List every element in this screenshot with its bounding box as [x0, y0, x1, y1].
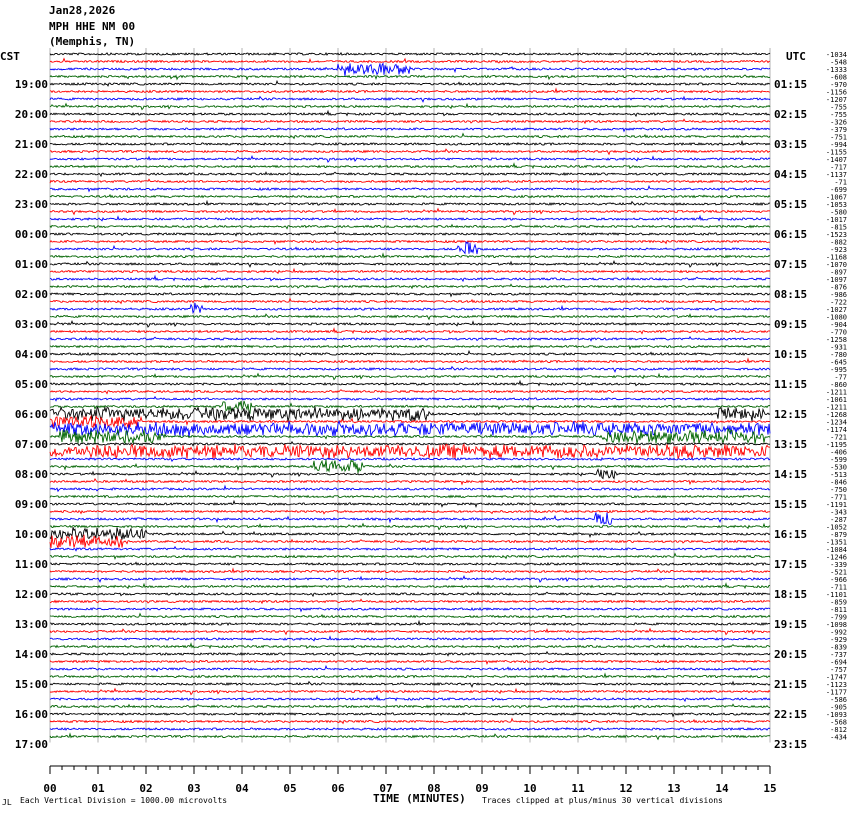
trace-offset-86: -586: [830, 696, 847, 704]
chart-date: Jan28,2026: [49, 4, 116, 17]
trace-offset-47: -1211: [825, 403, 847, 412]
trace-offset-40: -780: [830, 351, 847, 359]
trace-offset-6: -1207: [825, 96, 847, 104]
trace-offset-59: -771: [830, 493, 847, 502]
trace-offset-4: -970: [830, 81, 847, 89]
left-timezone-label: CST: [0, 50, 20, 63]
trace-offset-67: -1246: [825, 553, 847, 562]
trace-offset-71: -711: [830, 583, 847, 592]
trace-offset-34: -1027: [825, 306, 847, 314]
trace-offset-63: -1052: [825, 523, 847, 532]
right-hour-label: 06:15: [774, 228, 808, 241]
trace-39: [50, 346, 770, 349]
trace-offset-17: -71: [834, 178, 847, 187]
trace-45: [50, 390, 770, 394]
trace-6: [50, 97, 770, 102]
right-hour-label: 13:15: [774, 438, 808, 451]
x-tick-label: 13: [667, 782, 681, 795]
trace-32: [50, 293, 770, 296]
trace-1: [50, 59, 770, 63]
trace-46: [50, 397, 770, 401]
right-hour-label: 10:15: [774, 348, 808, 361]
trace-82: [50, 666, 770, 671]
left-hour-label: 07:00: [14, 438, 48, 451]
x-tick-label: 10: [523, 782, 537, 795]
trace-81: [50, 661, 770, 664]
trace-offset-90: -812: [830, 726, 847, 734]
trace-offset-84: -1123: [825, 681, 847, 689]
x-axis-title: TIME (MINUTES): [373, 792, 466, 805]
trace-71: [50, 584, 770, 589]
trace-offset-79: -839: [830, 643, 847, 652]
right-timezone-label: UTC: [786, 50, 806, 63]
trace-offset-60: -1191: [825, 501, 847, 509]
trace-offset-74: -811: [830, 606, 847, 614]
trace-offset-83: -1747: [825, 673, 847, 682]
trace-offset-35: -1080: [825, 313, 847, 322]
trace-offset-80: -737: [830, 651, 847, 659]
trace-offset-65: -1351: [825, 538, 847, 547]
trace-64: [50, 527, 770, 540]
trace-85: [50, 689, 770, 695]
station-code: MPH HHE NM 00: [49, 20, 136, 33]
right-hour-label: 12:15: [774, 408, 808, 421]
trace-70: [50, 576, 770, 582]
right-hour-label: 05:15: [774, 198, 808, 211]
trace-59: [50, 496, 770, 498]
trace-41: [50, 359, 770, 363]
trace-offset-38: -1258: [825, 336, 847, 344]
left-hour-label: 01:00: [14, 258, 48, 271]
corner-mark: JL: [2, 798, 12, 807]
left-hour-label: 04:00: [14, 348, 48, 361]
trace-44: [50, 381, 770, 385]
trace-offset-46: -1061: [825, 396, 847, 404]
trace-offset-48: -1268: [825, 411, 847, 419]
trace-offset-78: -929: [830, 636, 847, 644]
trace-offset-16: -1137: [825, 171, 847, 179]
left-hour-label: 13:00: [14, 618, 48, 631]
trace-50: [50, 421, 770, 437]
left-hour-label: 15:00: [14, 678, 48, 691]
left-hour-label: 05:00: [14, 378, 48, 391]
trace-offset-26: -923: [830, 246, 847, 254]
trace-53: [50, 444, 770, 460]
left-hour-label: 12:00: [14, 588, 48, 601]
trace-offset-13: -1155: [825, 148, 847, 157]
trace-30: [50, 276, 770, 281]
trace-offset-7: -755: [830, 103, 847, 112]
trace-offset-58: -750: [830, 486, 847, 494]
trace-offset-56: -513: [830, 471, 847, 479]
trace-5: [50, 89, 770, 93]
trace-3: [50, 75, 770, 79]
trace-offset-88: -1093: [825, 711, 847, 719]
trace-offset-25: -882: [830, 238, 847, 247]
trace-offset-31: -876: [830, 283, 847, 292]
trace-offset-54: -599: [830, 456, 847, 464]
x-tick-label: 01: [91, 782, 105, 795]
trace-offset-77: -992: [830, 628, 847, 637]
trace-offset-55: -530: [830, 463, 847, 472]
trace-offset-87: -905: [830, 703, 847, 712]
trace-offset-11: -751: [830, 133, 847, 142]
trace-55: [50, 460, 770, 473]
trace-19: [50, 195, 770, 198]
trace-34: [50, 303, 770, 313]
trace-20: [50, 201, 770, 205]
trace-25: [50, 241, 770, 244]
trace-88: [50, 713, 770, 716]
trace-76: [50, 621, 770, 625]
trace-12: [50, 141, 770, 145]
trace-offset-14: -1407: [825, 156, 847, 164]
trace-offset-75: -799: [830, 613, 847, 622]
trace-offset-72: -1101: [825, 591, 847, 599]
trace-offset-39: -931: [830, 343, 847, 352]
trace-14: [50, 156, 770, 162]
left-hour-label: 14:00: [14, 648, 48, 661]
trace-offset-51: -721: [830, 433, 847, 442]
left-hour-label: 08:00: [14, 468, 48, 481]
trace-83: [50, 674, 770, 678]
trace-91: [50, 734, 770, 739]
trace-69: [50, 569, 770, 573]
trace-offset-32: -986: [830, 291, 847, 299]
right-hour-label: 16:15: [774, 528, 808, 541]
trace-offset-70: -966: [830, 576, 847, 584]
trace-offset-91: -434: [830, 733, 847, 742]
right-hour-label: 03:15: [774, 138, 808, 151]
x-tick-label: 05: [283, 782, 297, 795]
left-hour-label: 20:00: [14, 108, 48, 121]
trace-offset-20: -1053: [825, 201, 847, 209]
trace-offset-41: -645: [830, 358, 847, 367]
left-hour-label: 09:00: [14, 498, 48, 511]
left-hour-label: 16:00: [14, 708, 48, 721]
trace-51: [50, 429, 770, 444]
trace-72: [50, 592, 770, 596]
trace-21: [50, 209, 770, 215]
trace-offset-2: -1333: [825, 66, 847, 74]
trace-offset-19: -1067: [825, 193, 847, 202]
right-hour-label: 01:15: [774, 78, 808, 91]
left-hour-label: 11:00: [14, 558, 48, 571]
trace-79: [50, 644, 770, 649]
trace-offset-18: -699: [830, 186, 847, 194]
trace-33: [50, 299, 770, 304]
trace-offset-73: -859: [830, 598, 847, 607]
trace-4: [50, 81, 770, 86]
x-tick-label: 06: [331, 782, 345, 795]
trace-42: [50, 367, 770, 372]
trace-63: [50, 524, 770, 530]
right-hour-label: 04:15: [774, 168, 808, 181]
trace-52: [50, 442, 770, 446]
trace-56: [50, 469, 770, 478]
x-tick-label: 07: [379, 782, 393, 795]
right-hour-label: 23:15: [774, 738, 808, 751]
trace-offset-44: -860: [830, 381, 847, 389]
trace-2: [50, 63, 770, 76]
x-tick-label: 08: [427, 782, 441, 795]
left-hour-label: 19:00: [14, 78, 48, 91]
left-hour-label: 10:00: [14, 528, 48, 541]
x-tick-label: 15: [763, 782, 777, 795]
trace-17: [50, 179, 770, 183]
left-hour-label: 02:00: [14, 288, 48, 301]
trace-offset-8: -755: [830, 111, 847, 119]
trace-offset-labels: [826, 51, 847, 742]
trace-67: [50, 554, 770, 559]
trace-23: [50, 225, 770, 229]
trace-offset-61: -343: [830, 508, 847, 517]
left-hour-label: 03:00: [14, 318, 48, 331]
trace-90: [50, 728, 770, 730]
trace-89: [50, 719, 770, 724]
trace-80: [50, 652, 770, 656]
trace-10: [50, 128, 770, 131]
trace-offset-45: -1211: [825, 388, 847, 397]
x-tick-label: 12: [619, 782, 633, 795]
trace-68: [50, 562, 770, 565]
trace-offset-3: -608: [830, 73, 847, 82]
right-hour-label: 14:15: [774, 468, 808, 481]
trace-22: [50, 216, 770, 221]
trace-77: [50, 629, 770, 635]
right-hour-label: 22:15: [774, 708, 808, 721]
trace-offset-50: -1174: [825, 426, 847, 434]
trace-73: [50, 599, 770, 603]
trace-offset-5: -1156: [825, 88, 847, 97]
trace-offset-37: -770: [830, 328, 847, 337]
trace-62: [50, 512, 770, 524]
trace-29: [50, 269, 770, 273]
trace-offset-33: -722: [830, 298, 847, 307]
trace-66: [50, 547, 770, 551]
trace-0: [50, 53, 770, 55]
trace-offset-69: -521: [830, 568, 847, 577]
x-tick-label: 11: [571, 782, 585, 795]
right-hour-label: 11:15: [774, 378, 808, 391]
trace-offset-21: -580: [830, 208, 847, 217]
trace-78: [50, 637, 770, 641]
trace-31: [50, 284, 770, 288]
trace-offset-43: -77: [834, 373, 847, 382]
trace-offset-10: -379: [830, 126, 847, 134]
trace-35: [50, 314, 770, 319]
trace-40: [50, 351, 770, 356]
trace-24: [50, 232, 770, 236]
x-tick-label: 14: [715, 782, 729, 795]
trace-offset-24: -1523: [825, 231, 847, 239]
seismic-traces: [50, 53, 770, 740]
trace-8: [50, 111, 770, 116]
x-tick-label: 04: [235, 782, 249, 795]
trace-offset-82: -757: [830, 666, 847, 674]
right-hour-label: 15:15: [774, 498, 808, 511]
trace-offset-53: -406: [830, 448, 847, 457]
right-hour-label: 08:15: [774, 288, 808, 301]
right-hour-label: 18:15: [774, 588, 808, 601]
trace-offset-22: -1017: [825, 216, 847, 224]
left-hour-label: 22:00: [14, 168, 48, 181]
right-hour-label: 20:15: [774, 648, 808, 661]
trace-38: [50, 337, 770, 341]
trace-37: [50, 329, 770, 334]
station-location: (Memphis, TN): [49, 35, 136, 48]
left-hour-label: 23:00: [14, 198, 48, 211]
trace-87: [50, 704, 770, 708]
trace-offset-85: -1177: [825, 688, 847, 697]
trace-offset-49: -1234: [825, 418, 847, 427]
right-hour-label: 17:15: [774, 558, 808, 571]
x-tick-label: 02: [139, 782, 153, 795]
trace-9: [50, 119, 770, 123]
trace-65: [50, 535, 770, 548]
left-hour-label: 21:00: [14, 138, 48, 151]
trace-75: [50, 614, 770, 618]
trace-offset-15: -717: [830, 163, 847, 172]
left-hour-label: 17:00: [14, 738, 48, 751]
left-hour-label: 06:00: [14, 408, 48, 421]
trace-offset-89: -568: [830, 718, 847, 727]
trace-61: [50, 510, 770, 513]
trace-offset-57: -846: [830, 478, 847, 487]
trace-57: [50, 479, 770, 484]
trace-86: [50, 696, 770, 701]
trace-16: [50, 172, 770, 176]
trace-27: [50, 254, 770, 258]
trace-offset-12: -994: [830, 141, 847, 149]
clip-note: Traces clipped at plus/minus 30 vertical divisions: [482, 796, 723, 805]
trace-offset-23: -815: [830, 223, 847, 232]
trace-offset-30: -1097: [825, 276, 847, 284]
left-hour-label: 00:00: [14, 228, 48, 241]
trace-15: [50, 164, 770, 168]
scale-note: Each Vertical Division = 1000.00 microvolts: [20, 796, 228, 805]
x-tick-label: 03: [187, 782, 201, 795]
trace-36: [50, 321, 770, 327]
trace-offset-62: -287: [830, 516, 847, 524]
trace-offset-28: -1070: [825, 261, 847, 269]
trace-84: [50, 682, 770, 687]
trace-60: [50, 501, 770, 507]
trace-offset-81: -694: [830, 658, 847, 667]
trace-48: [50, 407, 770, 422]
right-hour-label: 07:15: [774, 258, 808, 271]
trace-offset-42: -995: [830, 366, 847, 374]
x-tick-label: 09: [475, 782, 489, 795]
trace-26: [50, 242, 770, 254]
trace-74: [50, 608, 770, 611]
trace-offset-27: -1168: [825, 253, 847, 262]
x-tick-label: 00: [43, 782, 57, 795]
trace-offset-52: -1195: [825, 441, 847, 449]
trace-offset-36: -904: [830, 321, 847, 329]
trace-13: [50, 149, 770, 154]
trace-offset-66: -1084: [825, 546, 847, 554]
trace-offset-29: -897: [830, 268, 847, 277]
trace-11: [50, 134, 770, 139]
right-hour-label: 19:15: [774, 618, 808, 631]
right-hour-label: 09:15: [774, 318, 808, 331]
trace-7: [50, 104, 770, 110]
trace-offset-9: -326: [830, 118, 847, 127]
trace-18: [50, 186, 770, 191]
right-hour-label: 02:15: [774, 108, 808, 121]
trace-offset-1: -548: [830, 58, 847, 67]
trace-58: [50, 486, 770, 491]
trace-offset-76: -1098: [825, 621, 847, 629]
right-hour-label: 21:15: [774, 678, 808, 691]
trace-offset-68: -339: [830, 561, 847, 569]
trace-54: [50, 458, 770, 462]
trace-43: [50, 374, 770, 380]
trace-28: [50, 261, 770, 267]
x-axis: [43, 766, 776, 795]
trace-offset-0: -1034: [825, 51, 847, 59]
trace-offset-64: -879: [830, 531, 847, 539]
